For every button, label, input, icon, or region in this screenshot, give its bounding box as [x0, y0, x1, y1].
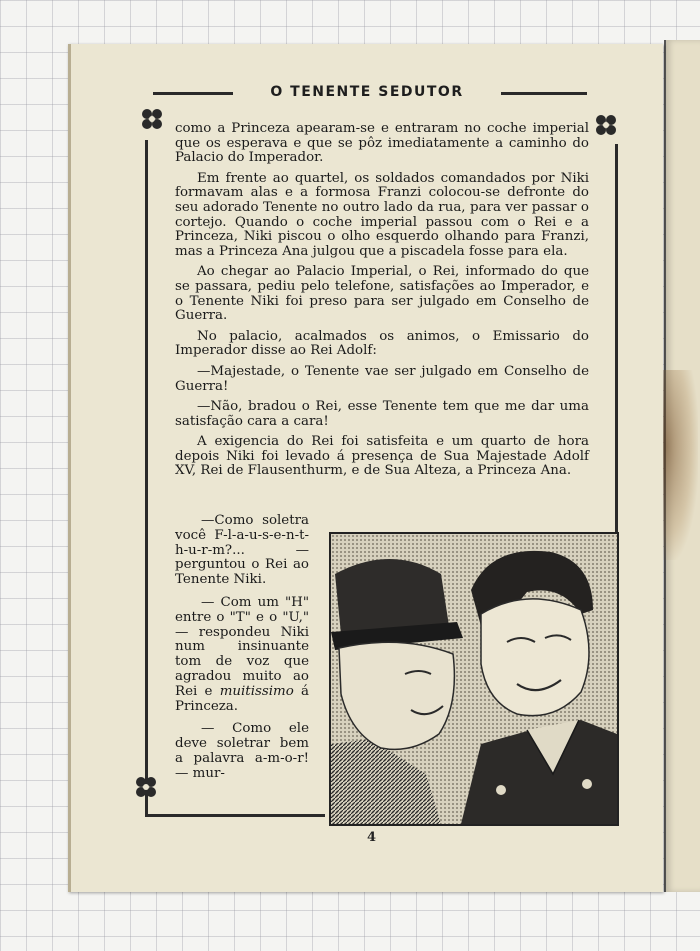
paragraph: —Não, bradou o Rei, esse Tenente tem que me dar uma satisfação cara a cara! [175, 399, 589, 429]
column-text-block [175, 514, 309, 790]
paragraph: —Majestade, o Tenente vae ser julgado em Conselho de Guerra! [175, 363, 589, 394]
main-text-block [175, 122, 589, 485]
paragraph: Ao chegar ao Palacio Imperial, o Rei, informado do que se passara, pediu pelo telefone, satisfações ao Imperador, e o Tenente Niki foi preso para ser julgado em Conselho de Guerra. [175, 264, 589, 324]
text-run: — Com um "H" entre o "T" e o "U," — respondeu Niki num insinuante tom de voz que agradou muito ao Rei e [175, 594, 309, 699]
paragraph: A exigencia do Rei foi satisfeita e um quarto de hora depois Niki foi levado á presença de Sua Majestade Adolf XV, Rei de Flausenthurm, e de Sua Alteza, a Princeza Ana. [175, 434, 589, 479]
paragraph: No palacio, acalmados os animos, o Emissario do Imperador disse ao Rei Adolf: [175, 328, 589, 359]
page-header: O TENENTE SEDUTOR [270, 84, 464, 100]
header-rule-right [501, 92, 587, 95]
left-officer-cap [335, 559, 449, 634]
paragraph: Em frente ao quartel, os soldados comandados por Niki formavam alas e a formosa Franzi colocou-se defronte do seu adorado Tenente no outro lado da rua, para ver passar o cortejo. Quando o coche imperial passou com o Rei e a Princeza, Niki piscou o olho esquerdo olhando para Franzi, mas a Princeza Ana julgou que a piscadela fosse para ela. [175, 170, 589, 259]
right-officer-face [481, 599, 589, 716]
italic-text: muitissimo [219, 683, 294, 699]
header-rule-left [153, 92, 233, 95]
paragraph: —Como soletra você F-l-a-u-s-e-n-t-h-u-r-m?... —perguntou o Rei ao Tenente Niki. [175, 513, 309, 588]
flower-ornament-bottom-left-icon [131, 772, 161, 802]
illustration [329, 532, 619, 826]
frame-bottom-rule [145, 814, 325, 817]
page-number: 4 [367, 830, 377, 845]
booklet-page [68, 44, 663, 892]
paragraph [175, 596, 309, 714]
flower-ornament-top-left-icon [137, 104, 167, 134]
text-run: á Princeza. [175, 683, 309, 714]
adjacent-page-edge [664, 40, 700, 892]
frame-left-rule [145, 140, 148, 816]
flower-ornament-top-right-icon [591, 110, 621, 140]
paragraph: como a Princeza apearam-se e entraram no coche imperial que os esperava e que se pôz imediatamente a caminho do Palacio do Imperador. [175, 121, 589, 166]
officers-illustration [331, 534, 617, 824]
frame-right-rule [615, 144, 618, 532]
paragraph: — Como ele deve soletrar bem a palavra a-m-o-r! — mur- [175, 721, 309, 781]
